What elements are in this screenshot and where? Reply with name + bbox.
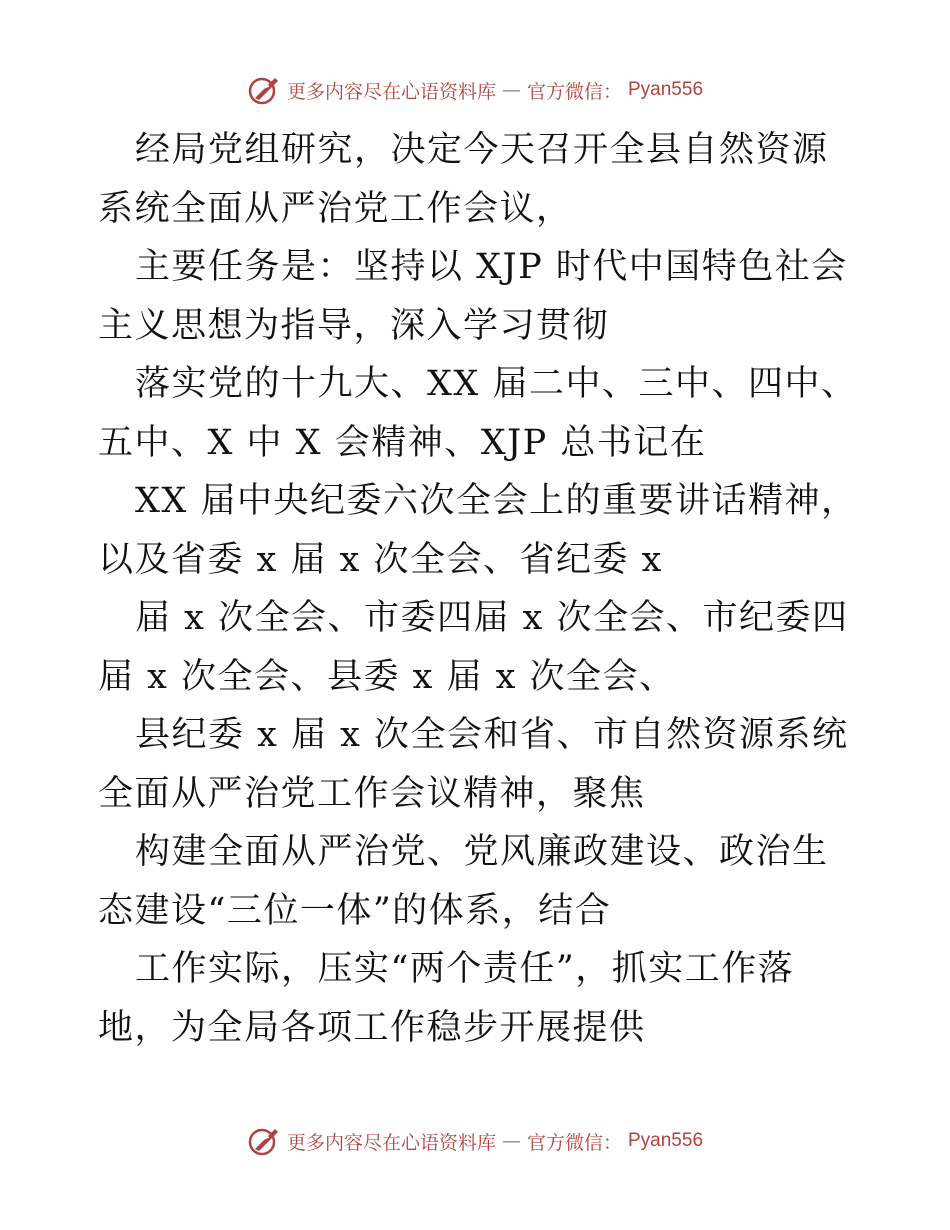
watermark-separator: —: [501, 79, 521, 101]
header-watermark: [0, 74, 950, 106]
document-body: [98, 121, 858, 1057]
watermark-text: 更多内容尽在心语资料库: [286, 80, 496, 103]
paragraph-5: 届 x 次全会、市委四届 x 次全会、市纪委四届 x 次全会、县委 x 届 x 次全会、: [98, 598, 849, 697]
paragraph-4: XX 届中央纪委六次全会上的重要讲话精神，以及省委 x 届 x 次全会、省纪委 x: [98, 481, 858, 580]
watermark-label: 官方微信：: [526, 80, 622, 103]
footer-watermark: [0, 1125, 950, 1157]
watermark-label: 官方微信：: [526, 1131, 622, 1154]
paragraph-1: 经局党组研究，决定今天召开全县自然资源系统全面从严治党工作会议，: [98, 130, 829, 229]
paragraph-8: 工作实际，压实“两个责任”，抓实工作落地，为全局各项工作稳步开展提供: [98, 949, 795, 1048]
quill-logo-icon: [247, 74, 281, 106]
paragraph-6: 县纪委 x 届 x 次全会和省、市自然资源系统全面从严治党工作会议精神，聚焦: [98, 715, 849, 814]
watermark-text: 更多内容尽在心语资料库: [286, 1131, 496, 1154]
paragraph-2: 主要任务是：坚持以 XJP 时代中国特色社会主义思想为指导，深入学习贯彻: [98, 247, 848, 346]
quill-logo-icon: [247, 1125, 281, 1157]
watermark-separator: —: [501, 1130, 521, 1152]
watermark-account: Pyan556: [628, 79, 704, 100]
paragraph-3: 落实党的十九大、XX 届二中、三中、四中、五中、X 中 X 会精神、XJP 总书记在: [98, 364, 858, 463]
paragraph-7: 构建全面从严治党、党风廉政建设、政治生态建设“三位一体”的体系，结合: [98, 832, 829, 931]
watermark-account: Pyan556: [628, 1130, 704, 1151]
